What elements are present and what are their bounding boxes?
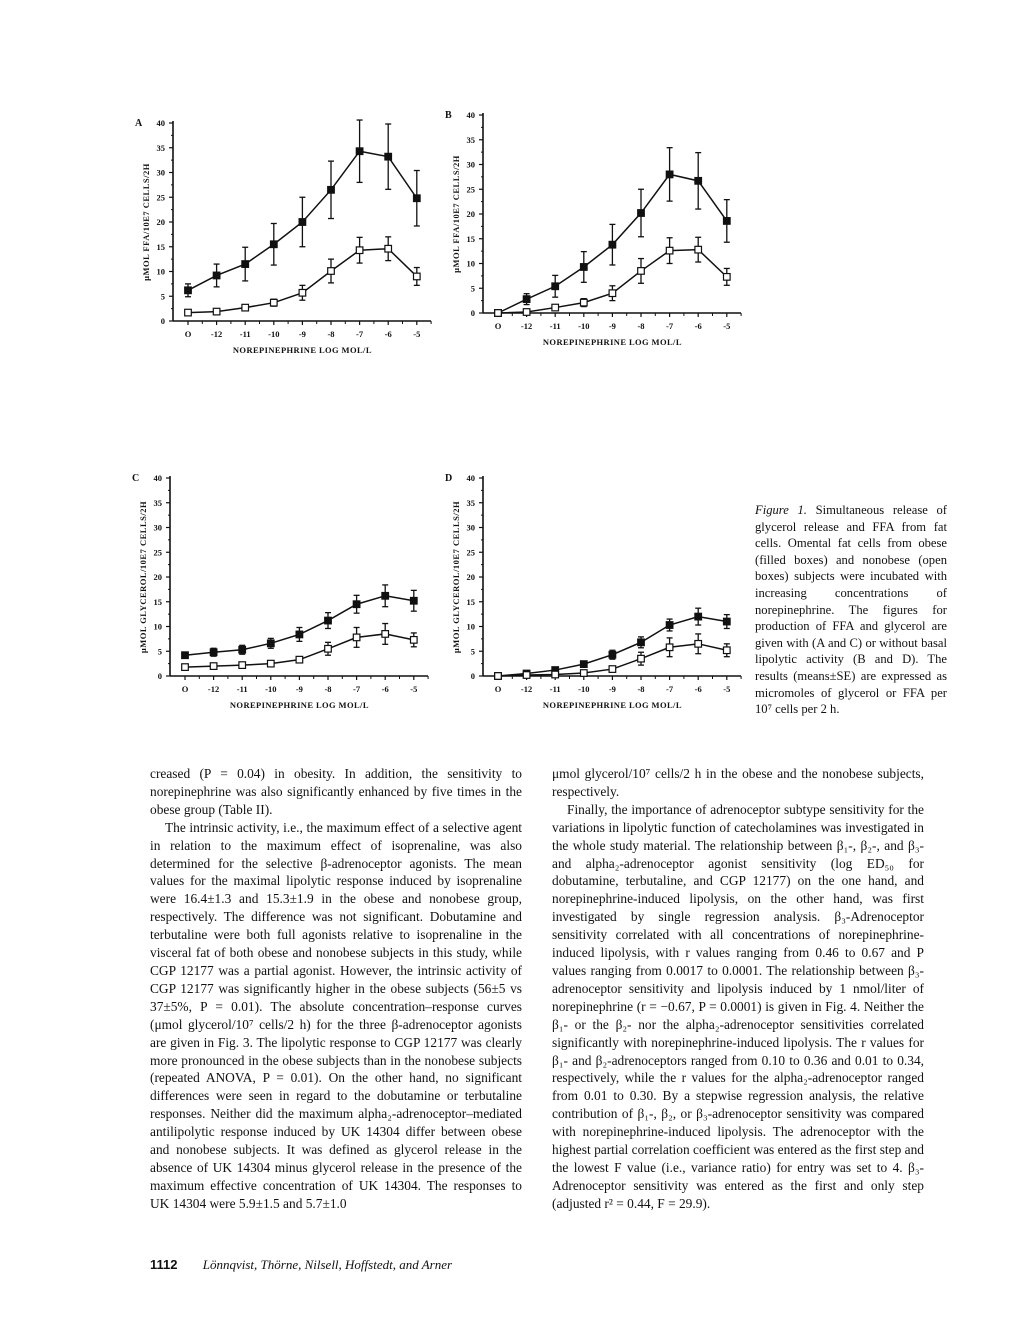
y-tick-label: 15 — [156, 241, 165, 252]
x-tick-label: O — [184, 329, 192, 339]
data-point-nonobese — [495, 673, 502, 680]
data-point-nonobese — [239, 662, 246, 669]
data-point-obese — [296, 631, 303, 638]
x-tick-label: -11 — [549, 684, 561, 694]
y-tick-label: 5 — [470, 646, 475, 657]
x-tick-label: O — [494, 684, 502, 694]
x-axis-label: NOREPINEPHRINE LOG MOL/L — [229, 700, 369, 710]
data-point-nonobese — [414, 273, 421, 280]
data-point-obese — [382, 593, 389, 600]
data-point-obese — [353, 601, 360, 608]
y-tick-label: 20 — [156, 217, 165, 227]
data-point-nonobese — [609, 666, 616, 673]
y-tick-label: 30 — [156, 167, 165, 178]
x-tick-label: -9 — [298, 329, 306, 339]
data-point-nonobese — [411, 637, 418, 644]
data-point-nonobese — [356, 247, 363, 254]
y-tick-label: 5 — [160, 291, 165, 302]
y-tick-label: 15 — [466, 596, 475, 607]
x-tick-label: -6 — [694, 684, 702, 694]
x-tick-label: -8 — [327, 329, 335, 339]
y-tick-label: 40 — [156, 118, 165, 128]
data-point-nonobese — [523, 309, 530, 316]
data-point-nonobese — [185, 309, 192, 316]
x-tick-label: -10 — [265, 684, 277, 694]
x-tick-label: -10 — [578, 321, 590, 331]
y-tick-label: 15 — [153, 596, 162, 607]
y-axis-label: μMOL GLYCEROL/10E7 CELLS/2H — [138, 500, 148, 654]
y-axis-label: μMOL FFA/10E7 CELLS/2H — [451, 155, 461, 273]
y-tick-label: 0 — [160, 316, 165, 326]
body-column-left — [150, 765, 522, 1213]
data-point-nonobese — [666, 247, 673, 254]
x-tick-label: -5 — [723, 321, 731, 331]
y-tick-label: 40 — [466, 110, 475, 120]
data-point-nonobese — [268, 660, 275, 667]
y-tick-label: 35 — [466, 134, 475, 145]
x-axis-label: NOREPINEPHRINE LOG MOL/L — [542, 337, 682, 347]
y-axis-label: μMOL FFA/10E7 CELLS/2H — [141, 163, 151, 281]
data-point-nonobese — [609, 290, 616, 297]
y-tick-label: 0 — [470, 671, 475, 681]
running-authors: Lönnqvist, Thörne, Nilsell, Hoffstedt, and Arner — [202, 1257, 453, 1272]
x-tick-label: -10 — [578, 684, 590, 694]
data-point-nonobese — [325, 645, 332, 652]
y-tick-label: 30 — [466, 522, 475, 533]
y-tick-label: 5 — [157, 646, 162, 657]
y-tick-label: 20 — [466, 209, 475, 219]
series-line — [188, 249, 417, 313]
data-point-obese — [242, 261, 249, 268]
y-tick-label: 25 — [466, 547, 475, 558]
x-tick-label: -8 — [637, 684, 645, 694]
data-point-nonobese — [182, 664, 189, 671]
data-point-obese — [210, 649, 217, 656]
chart-panel-d — [423, 458, 753, 718]
data-point-obese — [268, 640, 275, 647]
data-point-nonobese — [695, 246, 702, 253]
y-tick-label: 40 — [153, 473, 162, 483]
data-point-nonobese — [382, 631, 389, 638]
x-tick-label: -10 — [268, 329, 280, 339]
x-tick-label: -7 — [353, 684, 361, 694]
figure-caption — [755, 502, 947, 718]
body-column-right — [552, 765, 924, 1213]
data-point-nonobese — [299, 289, 306, 296]
x-tick-label: -6 — [381, 684, 389, 694]
x-tick-label: -7 — [666, 684, 674, 694]
y-tick-label: 20 — [466, 572, 475, 582]
panel-letter: B — [445, 110, 452, 121]
x-tick-label: -5 — [723, 684, 731, 694]
data-point-obese — [182, 652, 189, 659]
data-point-obese — [213, 272, 220, 279]
paragraph: Finally, the importance of adrenoceptor subtype sensitivity for the variations in lipolytic function of catecholamines was investigated in the whole study material. The relationship between β₁-, β₂-, and β₃- and alpha₂-adrenoceptor agonist sensitivity (log ED₅₀ for dobutamine, terbutaline, and CGP 12177) on the one hand, and norepinephrine-induced lipolysis, on the other hand, was first investigated by single regression analysis. β₃-Adrenoceptor sensitivity correlated with all concentrations of norepinephrine-induced lipolysis, with r values ranging from 0.46 to 0.67 and P values ranging from 0.0017 to 0.0001. The relationship between β₃-adrenoceptor sensitivity and lipolysis induced by 1 nmol/liter of norepinephrine (r = −0.67, P = 0.0001) is given in Fig. 4. Neither the β₁- or the β₂- nor the alpha₂-adrenoceptor sensitivities correlated significantly with norepinephrine-induced lipolysis. The r values for β₁- and β₂-adrenoceptors ranged from 0.10 to 0.36 and 0.01 to 0.34, respectively, while the r values for the alpha₂-adrenoceptor ranged from 0.01 to 0.30. By a stepwise regression analysis, the relative contribution of β₁-, β₂, or β₃-adrenoceptor sensitivity was compared with norepinephrine-induced lipolysis. The adrenoceptor with the highest partial correlation coefficient was entered as the first step and the lowest F value (i.e., variance ratio) for entry was set to 4. β₃-Adrenoceptor sensitivity was entered as the first and only step (adjusted r² = 0.44, F = 29.9). — [552, 801, 924, 1211]
x-tick-label: -9 — [608, 321, 616, 331]
data-point-nonobese — [581, 299, 588, 306]
data-point-obese — [666, 622, 673, 629]
data-point-nonobese — [638, 655, 645, 662]
data-point-obese — [638, 210, 645, 217]
data-point-obese — [385, 153, 392, 160]
y-tick-label: 35 — [466, 497, 475, 508]
panel-letter: D — [445, 473, 453, 484]
data-point-nonobese — [552, 304, 559, 311]
x-tick-label: -5 — [410, 684, 418, 694]
x-tick-label: -9 — [295, 684, 303, 694]
x-tick-label: -11 — [239, 329, 251, 339]
x-tick-label: -11 — [236, 684, 248, 694]
data-point-nonobese — [724, 647, 731, 654]
data-point-obese — [414, 195, 421, 202]
data-point-obese — [581, 264, 588, 271]
data-point-nonobese — [581, 670, 588, 677]
y-tick-label: 20 — [153, 572, 162, 582]
y-tick-label: 10 — [466, 258, 475, 269]
chart-panel-b — [423, 95, 753, 355]
data-point-obese — [552, 283, 559, 290]
y-tick-label: 25 — [466, 184, 475, 195]
chart-panel-c — [110, 458, 440, 718]
data-point-obese — [695, 178, 702, 185]
y-tick-label: 10 — [156, 266, 165, 277]
x-tick-label: -12 — [207, 684, 220, 694]
paragraph: The intrinsic activity, i.e., the maximum effect of a selective agent in relation to the maximum effect of isoprenaline, was also determined for the selective β-adrenoceptor agonists. The mean values for the maximal lipolytic response induced by isoprenaline were 16.4±1.3 and 15.3±1.9 in the obese and nonobese group, respectively. The difference was not significant. Dobutamine and terbutaline were both full agonists relative to isoprenaline in the visceral fat of both obese and nonobese subjects in this study, while CGP 12177 was a partial agonist. However, the intrinsic activity of CGP 12177 was significantly higher in the obese subjects (56±5 vs 37±5%, P = 0.01). The absolute concentration–response curves (μmol glycerol/10⁷ cells/2 h) for the three β-adrenoceptor agonists are given in Fig. 3. The lipolytic response to CGP 12177 was clearly more pronounced in the obese subjects than in the nonobese subjects (repeated ANOVA, P = 0.01). On the other hand, no significant differences were seen in regard to the dobutamine or terbutaline responses. Neither did the maximum alpha₂-adrenoceptor–mediated antilipolytic response induced by UK 14304 differ between obese and nonobese subjects. It was defined as glycerol release in the absence of UK 14304 minus glycerol release in the presence of the maximum effective concentration of UK 14304. The responses to UK 14304 were 5.9±1.5 and 5.7±1.0 — [150, 819, 522, 1211]
data-point-obese — [724, 218, 731, 225]
x-tick-label: -6 — [384, 329, 392, 339]
y-tick-label: 35 — [153, 497, 162, 508]
data-point-nonobese — [495, 310, 502, 317]
data-point-nonobese — [666, 644, 673, 651]
data-point-obese — [581, 661, 588, 668]
x-tick-label: -12 — [520, 321, 533, 331]
data-point-nonobese — [638, 268, 645, 275]
y-tick-label: 25 — [153, 547, 162, 558]
data-point-obese — [666, 171, 673, 178]
data-point-obese — [325, 617, 332, 624]
caption-text: Simultaneous release of glycerol release and FFA from fat cells. Omental fat cells from obese (filled boxes) and nonobese (open boxes) subjects were incubated with increasing concentrations of norepinephrine. The figures for production of FFA and glycerol are given with (A and C) or without basal lipolytic activity (B and D). The results (means±SE) are expressed as micromoles of glycerol or FFA per 10⁷ cells per 2 h. — [755, 503, 947, 717]
y-tick-label: 10 — [153, 621, 162, 632]
data-point-nonobese — [552, 671, 559, 678]
series-line — [185, 596, 414, 655]
data-point-nonobese — [523, 672, 530, 679]
data-point-obese — [523, 296, 530, 303]
page-number: 1112 — [150, 1257, 178, 1272]
data-point-obese — [724, 618, 731, 625]
caption-lead: Figure 1. — [755, 503, 807, 517]
paragraph: μmol glycerol/10⁷ cells/2 h in the obese and the nonobese subjects, respectively. — [552, 766, 924, 799]
y-tick-label: 5 — [470, 283, 475, 294]
data-point-obese — [609, 241, 616, 248]
x-tick-label: -5 — [413, 329, 421, 339]
data-point-nonobese — [695, 641, 702, 648]
data-point-nonobese — [353, 634, 360, 641]
x-tick-label: -7 — [356, 329, 364, 339]
x-tick-label: -11 — [549, 321, 561, 331]
y-axis-label: μMOL GLYCEROL/10E7 CELLS/2H — [451, 500, 461, 654]
data-point-obese — [328, 187, 335, 194]
x-tick-label: O — [494, 321, 502, 331]
x-axis-label: NOREPINEPHRINE LOG MOL/L — [542, 700, 682, 710]
y-tick-label: 0 — [157, 671, 162, 681]
y-tick-label: 35 — [156, 142, 165, 153]
data-point-nonobese — [210, 663, 217, 670]
y-tick-label: 0 — [470, 308, 475, 318]
paragraph: creased (P = 0.04) in obesity. In addition, the sensitivity to norepinephrine was also significantly enhanced by five times in the obese group (Table II). — [150, 766, 522, 817]
x-tick-label: -8 — [324, 684, 332, 694]
x-tick-label: -9 — [608, 684, 616, 694]
data-point-obese — [695, 613, 702, 620]
data-point-obese — [411, 597, 418, 604]
y-tick-label: 15 — [466, 233, 475, 244]
x-tick-label: -12 — [520, 684, 533, 694]
data-point-nonobese — [271, 299, 278, 306]
page-footer — [150, 1257, 452, 1273]
y-tick-label: 10 — [466, 621, 475, 632]
data-point-nonobese — [385, 245, 392, 252]
x-tick-label: -8 — [637, 321, 645, 331]
data-point-obese — [356, 148, 363, 155]
panel-letter: A — [135, 118, 143, 129]
data-point-obese — [271, 241, 278, 248]
data-point-obese — [185, 287, 192, 294]
y-tick-label: 30 — [153, 522, 162, 533]
x-tick-label: -7 — [666, 321, 674, 331]
chart-panel-a — [113, 103, 443, 363]
y-tick-label: 30 — [466, 159, 475, 170]
x-tick-label: O — [181, 684, 189, 694]
data-point-nonobese — [213, 308, 220, 315]
x-tick-label: -12 — [210, 329, 223, 339]
x-axis-label: NOREPINEPHRINE LOG MOL/L — [232, 345, 372, 355]
y-tick-label: 40 — [466, 473, 475, 483]
x-tick-label: -6 — [694, 321, 702, 331]
data-point-obese — [638, 639, 645, 646]
data-point-obese — [239, 646, 246, 653]
data-point-nonobese — [296, 656, 303, 663]
y-tick-label: 25 — [156, 192, 165, 203]
data-point-nonobese — [724, 274, 731, 281]
data-point-nonobese — [328, 268, 335, 275]
data-point-obese — [299, 219, 306, 226]
panel-letter: C — [132, 473, 140, 484]
data-point-nonobese — [242, 304, 249, 311]
data-point-obese — [609, 651, 616, 658]
